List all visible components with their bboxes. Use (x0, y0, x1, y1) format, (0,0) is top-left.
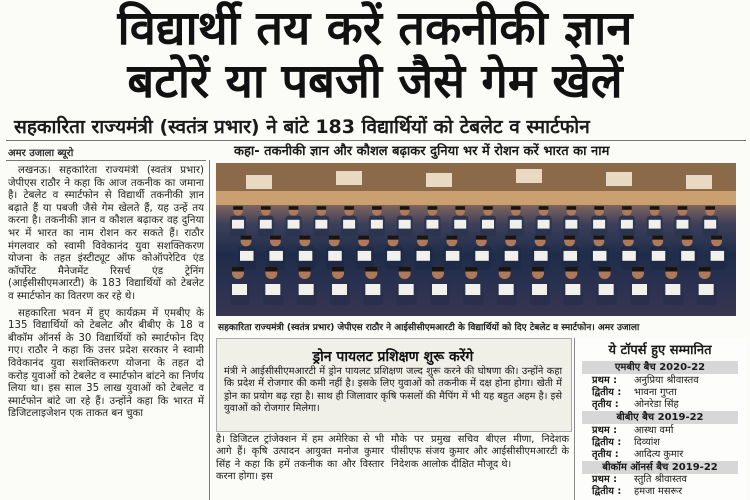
topper-row (592, 449, 742, 461)
subheadline: सहकारिता राज्यमंत्री (स्वतंत्र प्रभार) ने बांटे 183 विद्यार्थियों को टेबलेट व स्मार्टफोन (14, 116, 590, 138)
topper-row (592, 437, 742, 449)
topper-row (592, 486, 742, 498)
topper-row (592, 474, 742, 486)
topper-rank: द्वितीय : (592, 387, 622, 398)
topper-rank: द्वितीय : (592, 437, 622, 448)
left-column-text (8, 165, 204, 500)
topper-name: हमजा मसरूर (634, 486, 683, 497)
topper-rank: तृतीय : (592, 399, 619, 410)
headline-line-2: बटोरें या पबजी जैसे गेम खेलें (127, 54, 623, 109)
topper-rank: द्वितीय : (592, 486, 622, 497)
topper-name: आस्था वर्मा (634, 425, 674, 436)
group-photo-illustration (216, 163, 736, 316)
topper-rank: तृतीय : (592, 449, 619, 460)
topper-row (592, 375, 742, 387)
topper-name: अनुप्रिया श्रीवास्तव (634, 375, 699, 386)
rule-column-divider (209, 160, 210, 500)
batch-header-3: बीकॉम ऑनर्स बैच 2019-22 (582, 461, 738, 474)
middle-column-b: मौके पर प्रमुख सचिव बीएल मीणा, निदेशक पीसीएफ संजय कुमार और आईसीसीएमआरटी के निदेशक आलोक दीक्षित मौजूद थे। (391, 434, 569, 470)
drone-body: मंत्री ने आईसीसीएमआरटी में ड्रोन पायलट प्रशिक्षण जल्द शुरू करने की घोषणा की। उन्होंने कहा कि प्रदेश में रोजगार की कमी नहीं है। इसके लिए युवाओं को तकनीक में दक्ष होना होगा। खेती में ड्रोन का प्रयोग बढ़ रहा है। साथ ही जिलावार कृषि फसलों की मैपिंग में भी यह बहुत अहम है। इसे युवाओं को रोजगार मिलेगा। (224, 366, 562, 414)
topper-name: स्तुति श्रीवास्तव (634, 474, 687, 485)
topper-name: भावना गुप्ता (634, 387, 677, 398)
batch-header-2: बीबीए बैच 2019-22 (582, 411, 738, 424)
topper-name: दिव्यांश (634, 437, 660, 448)
kaha-strap: कहा- तकनीकी ज्ञान और कौशल बढ़ाकर दुनिया भर में रोशन करें भारत का नाम (234, 144, 610, 159)
topper-row (592, 399, 742, 411)
batch-header-1: एमबीए बैच 2020-22 (582, 361, 738, 374)
middle-column-a: है। डिजिटल ट्रांजेक्शन में हम अमेरिका से भी आगे हैं। कृषि उत्पादन आयुक्त मनोज कुमार सिंह ने कहा कि हमें तकनीक का और विस्तार करना होगा। इस (216, 434, 384, 482)
left-paragraph-1: लखनऊ। सहकारिता राज्यमंत्री (स्वतंत्र प्रभार) जेपीएस राठौर ने कहा कि आज तकनीक का जमाना है। टेबलेट व स्मार्टफोन से विद्यार्थी तकनीकी ज्ञान बढ़ाते हैं या पबजी जैसे गेम खेलते हैं, यह उन्हें तय करना है। तकनीकी ज्ञान व कौशल बढ़ाकर वह दुनिया भर में भारत का नाम रोशन कर सकते हैं। राठौर मंगलवार को स्वामी विवेकानंद युवा सशक्तिकरण योजना के तहत इंस्टीट्यूट ऑफ कोऑपरेटिव एंड कॉर्पोरेट मैनेजमेंट रिसर्च एंड ट्रेनिंग (आईसीसीएमआरटी) के 183 विद्यार्थियों को टेबलेट व स्मार्टफोन का वितरण कर रहे थे। (8, 165, 204, 302)
byline: अमर उजाला ब्यूरो (8, 148, 74, 159)
group-photo (216, 163, 736, 316)
topper-name: ओनरेडा सिंह (634, 399, 679, 410)
topper-rank: प्रथम : (592, 375, 618, 386)
photo-caption: सहकारिता राज्यमंत्री (स्वतंत्र प्रभार) जेपीएस राठौर ने आईसीसीएमआरटी के विद्यार्थियों को दिए टेबलेट व स्मार्टफोन। अमर उजाला (218, 323, 640, 333)
drone-title: ड्रोन पायलट प्रशिक्षण शुरू करेंगे (312, 349, 474, 365)
topper-rank: प्रथम : (592, 425, 618, 436)
toppers-title: ये टॉपर्स हुए सम्मानित (608, 343, 712, 358)
left-paragraph-2: सहकारिता भवन में हुए कार्यक्रम में एमबीए के 135 विद्यार्थियों को टेबलेट और बीबीए के 18 व बीकॉम ऑनर्स के 30 विद्यार्थियों को स्मार्टफोन दिए गए। राठौर ने कहा कि उत्तर प्रदेश सरकार ने स्वामी विवेकानंद युवा सशक्तिकरण योजना के तहत दो करोड़ युवाओं को टेबलेट व स्मार्टफोन बांटने का निर्णय लिया था। इस साल 35 लाख युवाओं को टेबलेट व स्मार्टफोन बांटे जा रहे हैं। उन्होंने कहा कि भारत में डिजिटलाइजेशन एक ताकत बन चुका (8, 307, 204, 420)
topper-name: आदित्य कुमार (634, 449, 684, 460)
headline-line-1: विद्यार्थी तय करें तकनीकी ज्ञान (117, 1, 633, 56)
topper-rank: प्रथम : (592, 474, 618, 485)
topper-row (592, 425, 742, 437)
topper-row (592, 387, 742, 399)
rule-byline (6, 160, 206, 161)
